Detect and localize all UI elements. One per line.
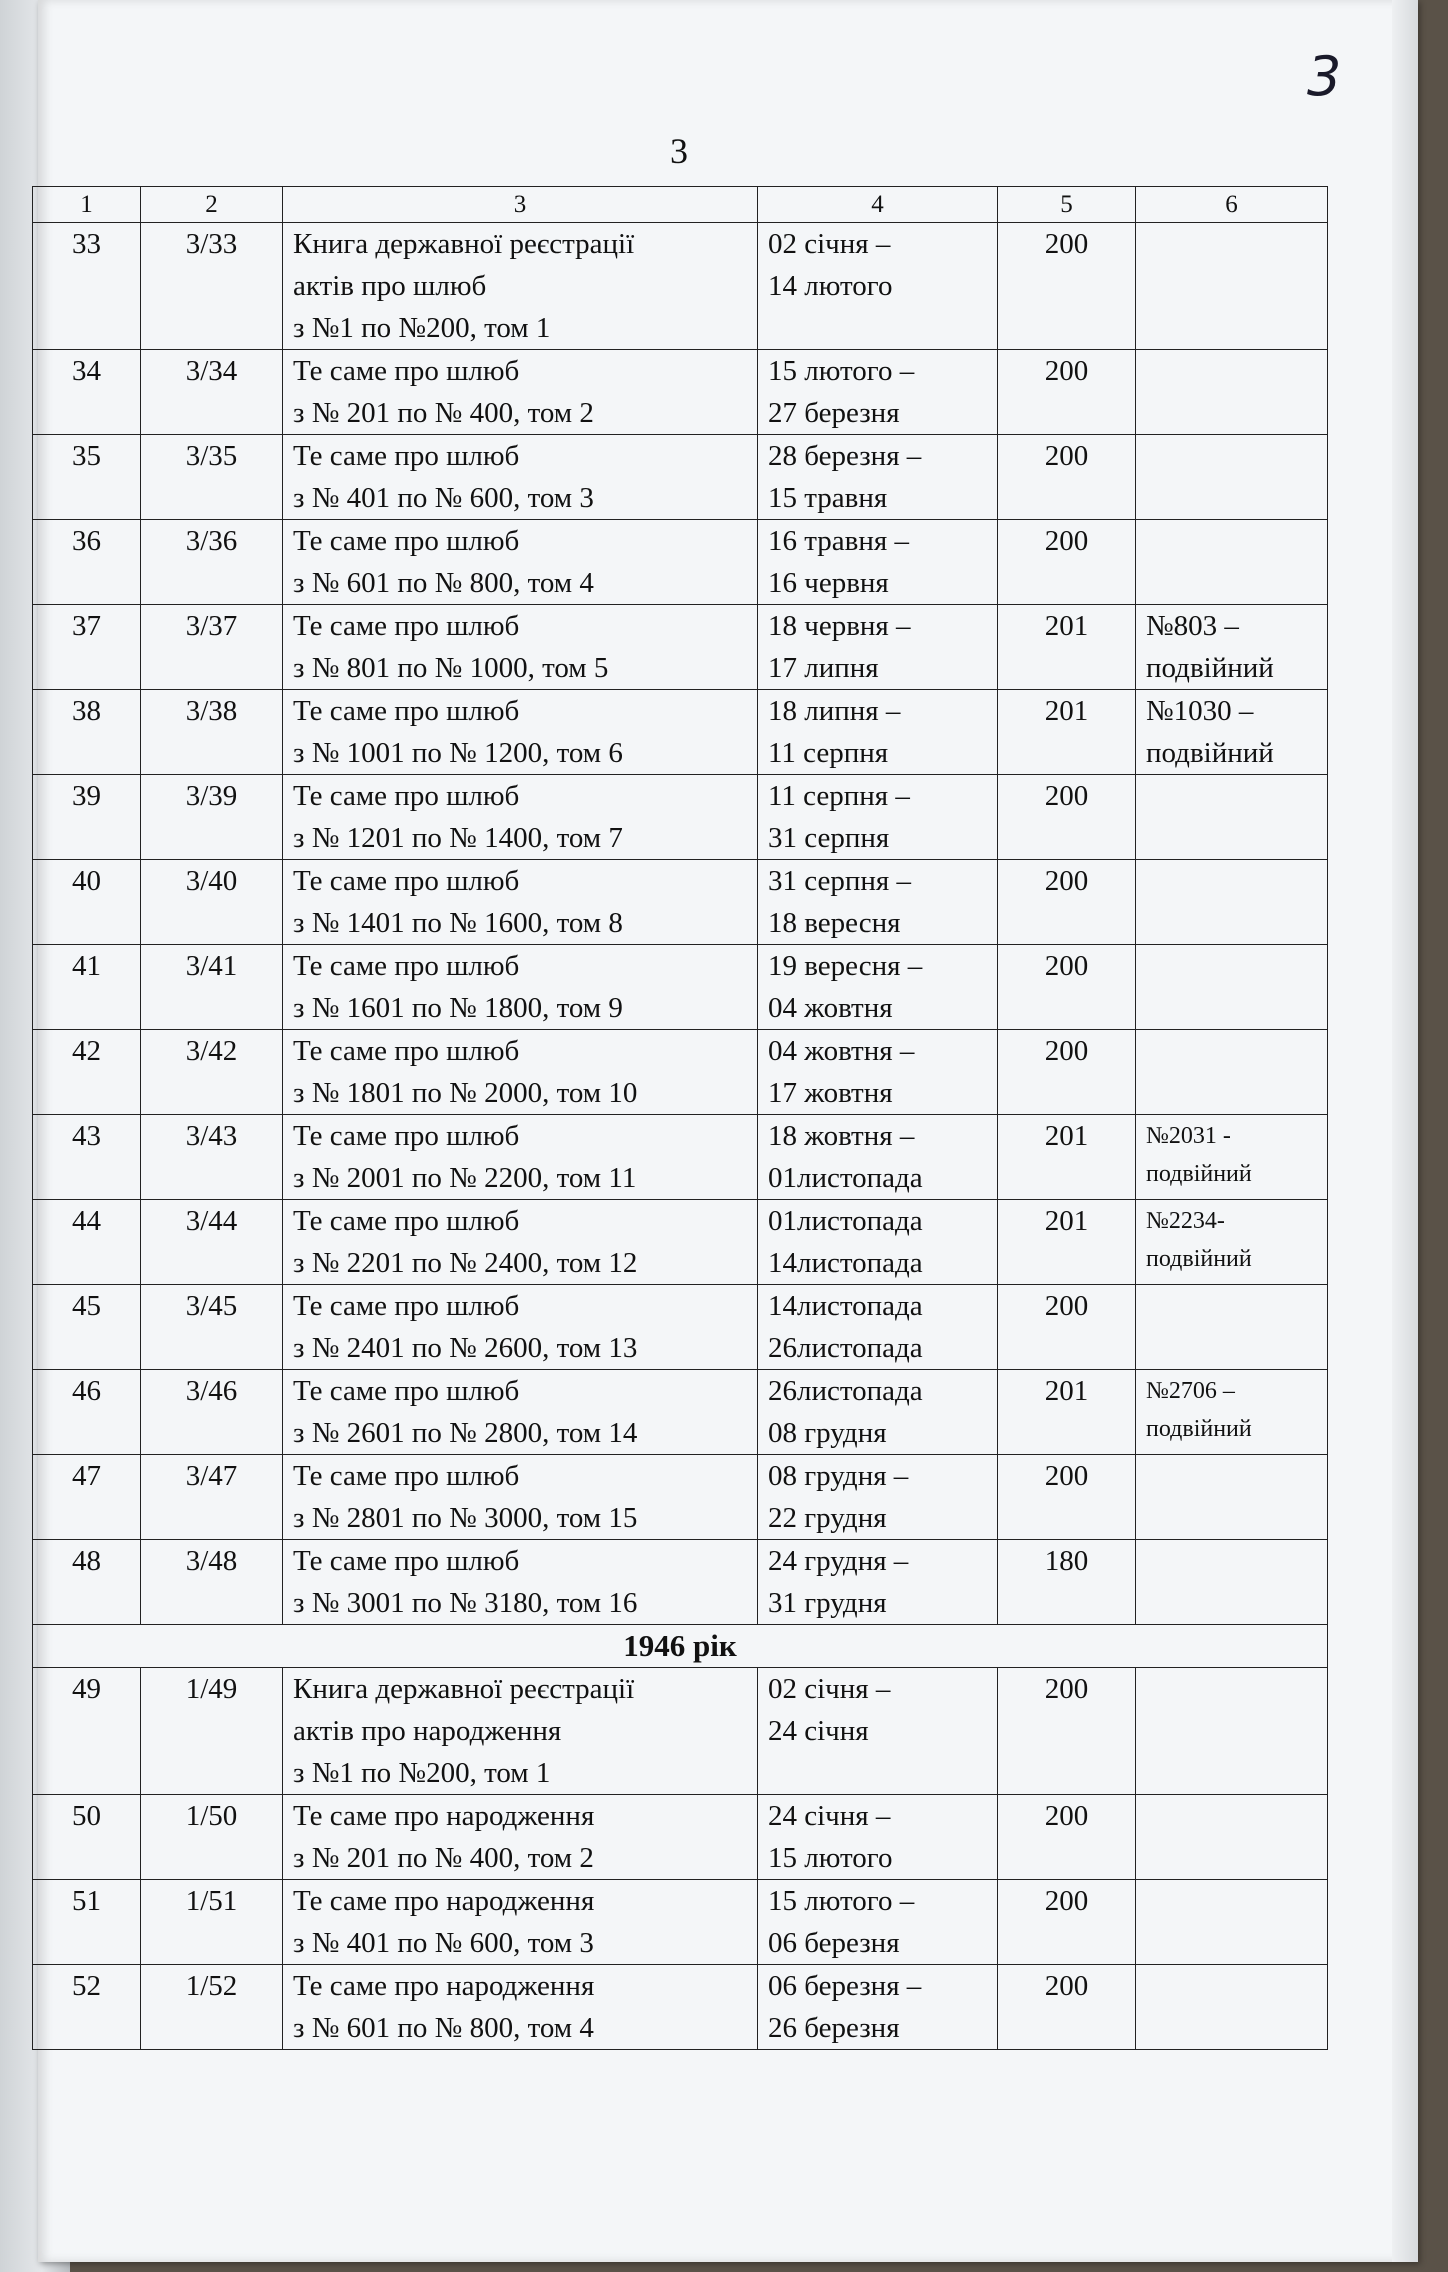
table-row [33,1795,1328,1880]
dates-cell [758,350,998,435]
date-line: 31 серпня [768,822,890,854]
date-line: 24 грудня – [768,1545,909,1577]
file-code-cell: 3/44 [141,1200,283,1285]
date-line: 18 липня – [768,695,901,727]
dates-cell [758,1370,998,1455]
sheet-count-cell: 200 [998,1285,1136,1370]
title-cell [283,1115,758,1200]
sheet-count-cell: 200 [998,1455,1136,1540]
table-row [33,775,1328,860]
date-line: 16 червня [768,567,889,599]
file-code-cell: 3/47 [141,1455,283,1540]
date-line: 17 жовтня [768,1077,893,1109]
file-code-cell: 3/42 [141,1030,283,1115]
title-line: Те саме про шлюб [293,1290,520,1322]
sheet-count-cell: 201 [998,1200,1136,1285]
dates-cell [758,1455,998,1540]
title-cell [283,1795,758,1880]
dates-cell [758,690,998,775]
title-line: з № 3001 по № 3180, том 16 [293,1587,638,1619]
sheet-count-cell: 200 [998,1880,1136,1965]
note-cell [1136,1370,1328,1455]
header-cell: 4 [758,187,998,223]
table-row [33,223,1328,350]
file-code-cell: 3/40 [141,860,283,945]
row-number-cell: 47 [33,1455,141,1540]
row-number-cell: 49 [33,1668,141,1795]
date-line: 22 грудня [768,1502,887,1534]
file-code-cell: 3/37 [141,605,283,690]
date-line: 02 січня – [768,1673,891,1705]
dates-cell [758,605,998,690]
row-number-cell: 38 [33,690,141,775]
table-row [33,1030,1328,1115]
note-line: №803 – [1146,610,1239,642]
dates-cell [758,435,998,520]
date-line: 15 лютого [768,1842,893,1874]
table-row [33,1540,1328,1625]
row-number-cell: 51 [33,1880,141,1965]
table-row [33,1115,1328,1200]
title-line: з № 2201 по № 2400, том 12 [293,1247,638,1279]
file-code-cell: 1/49 [141,1668,283,1795]
date-line: 18 червня – [768,610,911,642]
note-line: №2706 – [1146,1378,1235,1404]
note-line: подвійний [1146,652,1274,684]
title-cell [283,860,758,945]
date-line: 26листопада [768,1332,923,1364]
header-cell: 6 [1136,187,1328,223]
title-cell [283,1668,758,1795]
row-number-cell: 33 [33,223,141,350]
file-code-cell: 3/45 [141,1285,283,1370]
header-cell: 1 [33,187,141,223]
table-row [33,435,1328,520]
note-line: №1030 – [1146,695,1254,727]
date-line: 06 березня – [768,1970,922,2002]
sheet-count-cell: 200 [998,775,1136,860]
row-number-cell: 46 [33,1370,141,1455]
row-number-cell: 43 [33,1115,141,1200]
table-row [33,350,1328,435]
title-line: з № 401 по № 600, том 3 [293,482,594,514]
table-row [33,1880,1328,1965]
file-code-cell: 3/41 [141,945,283,1030]
note-cell [1136,690,1328,775]
date-line: 11 серпня [768,737,889,769]
title-cell [283,1965,758,2050]
dates-cell [758,1285,998,1370]
header-cell: 3 [283,187,758,223]
note-cell [1136,1880,1328,1965]
row-number-cell: 48 [33,1540,141,1625]
date-line: 27 березня [768,397,900,429]
note-line: №2031 - [1146,1123,1231,1149]
date-line: 01листопада [768,1205,923,1237]
header-cell: 2 [141,187,283,223]
title-line: Книга державної реєстрації [293,228,635,260]
dates-cell [758,1880,998,1965]
dates-cell [758,1030,998,1115]
dates-cell [758,775,998,860]
file-code-cell: 3/34 [141,350,283,435]
file-code-cell: 1/52 [141,1965,283,2050]
sheet-count-cell: 200 [998,860,1136,945]
date-line: 19 вересня – [768,950,923,982]
date-line: 18 жовтня – [768,1120,915,1152]
title-line: з № 2401 по № 2600, том 13 [293,1332,638,1364]
note-cell [1136,1030,1328,1115]
date-line: 26 березня [768,2012,900,2044]
note-cell [1136,1200,1328,1285]
file-code-cell: 3/33 [141,223,283,350]
title-line: з № 201 по № 400, том 2 [293,1842,594,1874]
dates-cell [758,945,998,1030]
note-line: №2234- [1146,1208,1225,1234]
sheet-count-cell: 201 [998,1370,1136,1455]
table-row [33,690,1328,775]
date-line: 28 березня – [768,440,922,472]
title-line: з № 2801 по № 3000, том 15 [293,1502,638,1534]
table-header-row [33,187,1328,223]
sheet-count-cell: 201 [998,690,1136,775]
title-line: з №1 по №200, том 1 [293,1757,551,1789]
title-line: Те саме про народження [293,1885,595,1917]
title-line: з № 2001 по № 2200, том 11 [293,1162,637,1194]
title-cell [283,350,758,435]
page-number: 3 [670,131,688,171]
file-code-cell: 3/36 [141,520,283,605]
note-cell [1136,1668,1328,1795]
date-line: 16 травня – [768,525,909,557]
title-line: Те саме про шлюб [293,1375,520,1407]
note-cell [1136,435,1328,520]
date-line: 17 липня [768,652,879,684]
sheet-count-cell: 200 [998,435,1136,520]
date-line: 02 січня – [768,228,891,260]
title-line: актів про народження [293,1715,562,1747]
date-line: 26листопада [768,1375,923,1407]
header-cell: 5 [998,187,1136,223]
title-cell [283,945,758,1030]
date-line: 18 вересня [768,907,901,939]
title-cell [283,690,758,775]
title-line: Те саме про шлюб [293,780,520,812]
note-line: подвійний [1146,1246,1252,1272]
table-row [33,1370,1328,1455]
date-line: 24 січня – [768,1800,891,1832]
dates-cell [758,1965,998,2050]
title-cell [283,1880,758,1965]
date-line: 15 лютого – [768,355,915,387]
date-line: 31 грудня [768,1587,887,1619]
title-line: з № 1801 по № 2000, том 10 [293,1077,638,1109]
page-edge [1392,0,1418,2262]
file-code-cell: 3/46 [141,1370,283,1455]
note-cell [1136,1965,1328,2050]
note-cell [1136,860,1328,945]
date-line: 04 жовтня [768,992,893,1024]
table-row [33,1285,1328,1370]
title-line: з №1 по №200, том 1 [293,312,551,344]
title-cell [283,1285,758,1370]
sheet-count-cell: 200 [998,1668,1136,1795]
table-row [33,1668,1328,1795]
sheet-count-cell: 200 [998,1030,1136,1115]
dates-cell [758,520,998,605]
row-number-cell: 34 [33,350,141,435]
sheet-count-cell: 200 [998,520,1136,605]
sheet-count-cell: 201 [998,605,1136,690]
sheet-count-cell: 200 [998,1965,1136,2050]
note-line: подвійний [1146,1161,1252,1187]
title-cell [283,1200,758,1285]
row-number-cell: 42 [33,1030,141,1115]
sheet-count-cell: 200 [998,350,1136,435]
title-cell [283,435,758,520]
date-line: 08 грудня – [768,1460,909,1492]
title-cell [283,1540,758,1625]
row-number-cell: 40 [33,860,141,945]
sheet-count-cell: 200 [998,945,1136,1030]
file-code-cell: 3/48 [141,1540,283,1625]
row-number-cell: 35 [33,435,141,520]
title-line: з № 1401 по № 1600, том 8 [293,907,623,939]
dates-cell [758,1668,998,1795]
title-line: з № 601 по № 800, том 4 [293,567,594,599]
title-line: актів про шлюб [293,270,487,302]
title-line: Те саме про шлюб [293,1545,520,1577]
file-code-cell: 3/38 [141,690,283,775]
handwritten-page-number: 3 [1307,45,1342,108]
title-cell [283,1455,758,1540]
file-code-cell: 3/43 [141,1115,283,1200]
title-cell [283,1030,758,1115]
date-line: 06 березня [768,1927,900,1959]
table-row [33,520,1328,605]
date-line: 15 травня [768,482,888,514]
sheet-count-cell: 201 [998,1115,1136,1200]
year-heading-row [33,1625,1328,1668]
file-code-cell: 3/35 [141,435,283,520]
note-cell [1136,775,1328,860]
row-number-cell: 45 [33,1285,141,1370]
note-cell [1136,1115,1328,1200]
date-line: 11 серпня – [768,780,910,812]
note-cell [1136,350,1328,435]
date-line: 14 лютого [768,270,893,302]
title-line: з № 1001 по № 1200, том 6 [293,737,623,769]
title-line: Те саме про шлюб [293,1460,520,1492]
dates-cell [758,1200,998,1285]
dates-cell [758,223,998,350]
title-line: Те саме про шлюб [293,610,520,642]
dates-cell [758,1540,998,1625]
row-number-cell: 36 [33,520,141,605]
row-number-cell: 37 [33,605,141,690]
table-row [33,1455,1328,1540]
date-line: 08 грудня [768,1417,887,1449]
row-number-cell: 44 [33,1200,141,1285]
table-row [33,945,1328,1030]
note-cell [1136,1795,1328,1880]
note-cell [1136,223,1328,350]
title-line: Те саме про народження [293,1970,595,2002]
table-row [33,860,1328,945]
title-line: Те саме про народження [293,1800,595,1832]
title-line: Те саме про шлюб [293,950,520,982]
date-line: 14листопада [768,1247,923,1279]
date-line: 01листопада [768,1162,923,1194]
title-line: Те саме про шлюб [293,355,520,387]
date-line: 24 січня [768,1715,869,1747]
title-line: Те саме про шлюб [293,1120,520,1152]
dates-cell [758,1795,998,1880]
title-line: Те саме про шлюб [293,865,520,897]
table-row [33,1200,1328,1285]
note-cell [1136,945,1328,1030]
title-line: Те саме про шлюб [293,1035,520,1067]
title-cell [283,605,758,690]
row-number-cell: 50 [33,1795,141,1880]
title-cell [283,775,758,860]
title-line: з № 601 по № 800, том 4 [293,2012,594,2044]
note-cell [1136,1285,1328,1370]
row-number-cell: 41 [33,945,141,1030]
year-heading: 1946 рік [33,1625,1328,1668]
file-code-cell: 3/39 [141,775,283,860]
dates-cell [758,1115,998,1200]
file-code-cell: 1/50 [141,1795,283,1880]
title-line: Те саме про шлюб [293,440,520,472]
title-line: Те саме про шлюб [293,525,520,557]
title-line: з № 1201 по № 1400, том 7 [293,822,623,854]
sheet-count-cell: 200 [998,223,1136,350]
row-number-cell: 52 [33,1965,141,2050]
title-line: з № 401 по № 600, том 3 [293,1927,594,1959]
note-line: подвійний [1146,1416,1252,1442]
title-line: Книга державної реєстрації [293,1673,635,1705]
file-code-cell: 1/51 [141,1880,283,1965]
title-cell [283,223,758,350]
title-line: Те саме про шлюб [293,695,520,727]
title-line: з № 1601 по № 1800, том 9 [293,992,623,1024]
note-cell [1136,520,1328,605]
note-cell [1136,605,1328,690]
title-line: з № 201 по № 400, том 2 [293,397,594,429]
title-line: Те саме про шлюб [293,1205,520,1237]
row-number-cell: 39 [33,775,141,860]
note-line: подвійний [1146,737,1274,769]
date-line: 15 лютого – [768,1885,915,1917]
register-table [32,186,1328,2050]
date-line: 14листопада [768,1290,923,1322]
dates-cell [758,860,998,945]
title-line: з № 2601 по № 2800, том 14 [293,1417,638,1449]
date-line: 04 жовтня – [768,1035,915,1067]
note-cell [1136,1540,1328,1625]
sheet-count-cell: 180 [998,1540,1136,1625]
title-line: з № 801 по № 1000, том 5 [293,652,609,684]
sheet-count-cell: 200 [998,1795,1136,1880]
table-row [33,605,1328,690]
title-cell [283,520,758,605]
note-cell [1136,1455,1328,1540]
date-line: 31 серпня – [768,865,911,897]
table-row [33,1965,1328,2050]
title-cell [283,1370,758,1455]
